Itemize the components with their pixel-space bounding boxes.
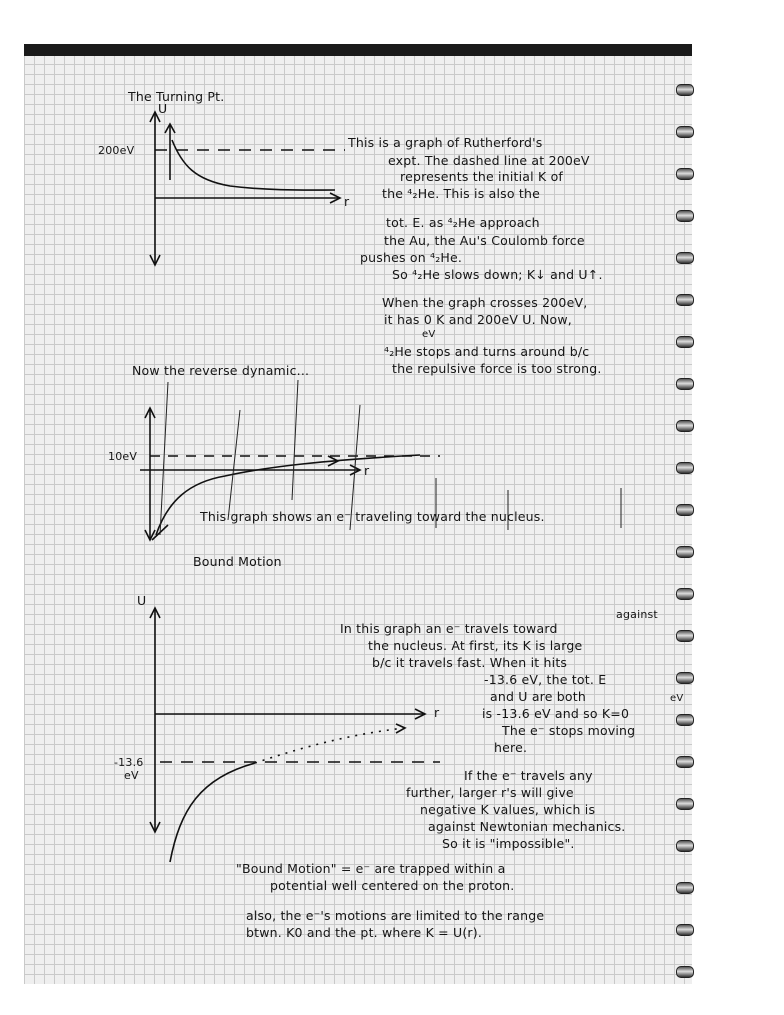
note-line: the Au, the Au's Coulomb force — [384, 233, 585, 248]
y-tick-minus-13-6: -13.6 — [114, 756, 144, 769]
note-line: So it is "impossible". — [442, 836, 575, 851]
note-line: the repulsive force is too strong. — [392, 361, 602, 376]
note-line: tot. E. as ⁴₂He approach — [386, 215, 540, 230]
y-tick-200ev: 200eV — [98, 144, 135, 157]
note-line: The e⁻ stops moving — [502, 723, 636, 738]
potential-curve — [170, 763, 255, 862]
r-axis-label: r — [434, 705, 440, 720]
note-line: negative K values, which is — [420, 802, 596, 817]
reverse-heading: Now the reverse dynamic... — [132, 363, 310, 378]
note-line: pushes on ⁴₂He. — [360, 250, 463, 265]
note-line: expt. The dashed line at 200eV — [388, 153, 590, 168]
turning-point-heading: The Turning Pt. — [128, 89, 225, 104]
note-line: -13.6 eV, the tot. E — [484, 672, 607, 687]
bound-motion-heading: Bound Motion — [193, 554, 282, 569]
note-line: is -13.6 eV and so K=0 — [482, 706, 630, 721]
note-line: here. — [494, 740, 528, 755]
note-line: it has 0 K and 200eV U. Now, — [384, 312, 572, 327]
definition-line: btwn. K0 and the pt. where K = U(r). — [246, 925, 483, 940]
insert-against: against — [616, 608, 658, 621]
definition-line: "Bound Motion" = e⁻ are trapped within a — [236, 861, 506, 876]
note-line: represents the initial K of — [400, 169, 564, 184]
u-axis-label: U — [137, 593, 147, 608]
note-line: the ⁴₂He. This is also the — [382, 186, 541, 201]
y-tick-unit: eV — [124, 769, 139, 782]
note-line: So ⁴₂He slows down; K↓ and U↑. — [392, 267, 603, 282]
u-axis-label: U — [158, 101, 168, 116]
k-unit: eV — [670, 693, 684, 704]
note-line: and U are both — [490, 689, 587, 704]
note-line: In this graph an e⁻ travels toward — [340, 621, 558, 636]
forbidden-region-curve — [255, 728, 405, 763]
y-tick-10ev: 10eV — [108, 450, 138, 463]
definition-line: also, the e⁻'s motions are limited to the range — [246, 908, 545, 923]
note-line: the nucleus. At first, its K is large — [368, 638, 583, 653]
note-line: ⁴₂He stops and turns around b/c — [384, 344, 590, 359]
reverse-caption: This graph shows an e⁻ traveling toward the nucleus. — [200, 509, 545, 524]
definition-line: potential well centered on the proton. — [270, 878, 515, 893]
note-line: When the graph crosses 200eV, — [382, 295, 588, 310]
note-line: b/c it travels fast. When it hits — [372, 655, 568, 670]
note-line: against Newtonian mechanics. — [428, 819, 626, 834]
note-line: further, larger r's will give — [406, 785, 574, 800]
r-axis-label: r — [364, 463, 370, 478]
r-axis-label: r — [344, 194, 350, 209]
note-line: This is a graph of Rutherford's — [348, 135, 543, 150]
ev-mark: eV — [422, 329, 436, 340]
note-line: If the e⁻ travels any — [464, 768, 593, 783]
